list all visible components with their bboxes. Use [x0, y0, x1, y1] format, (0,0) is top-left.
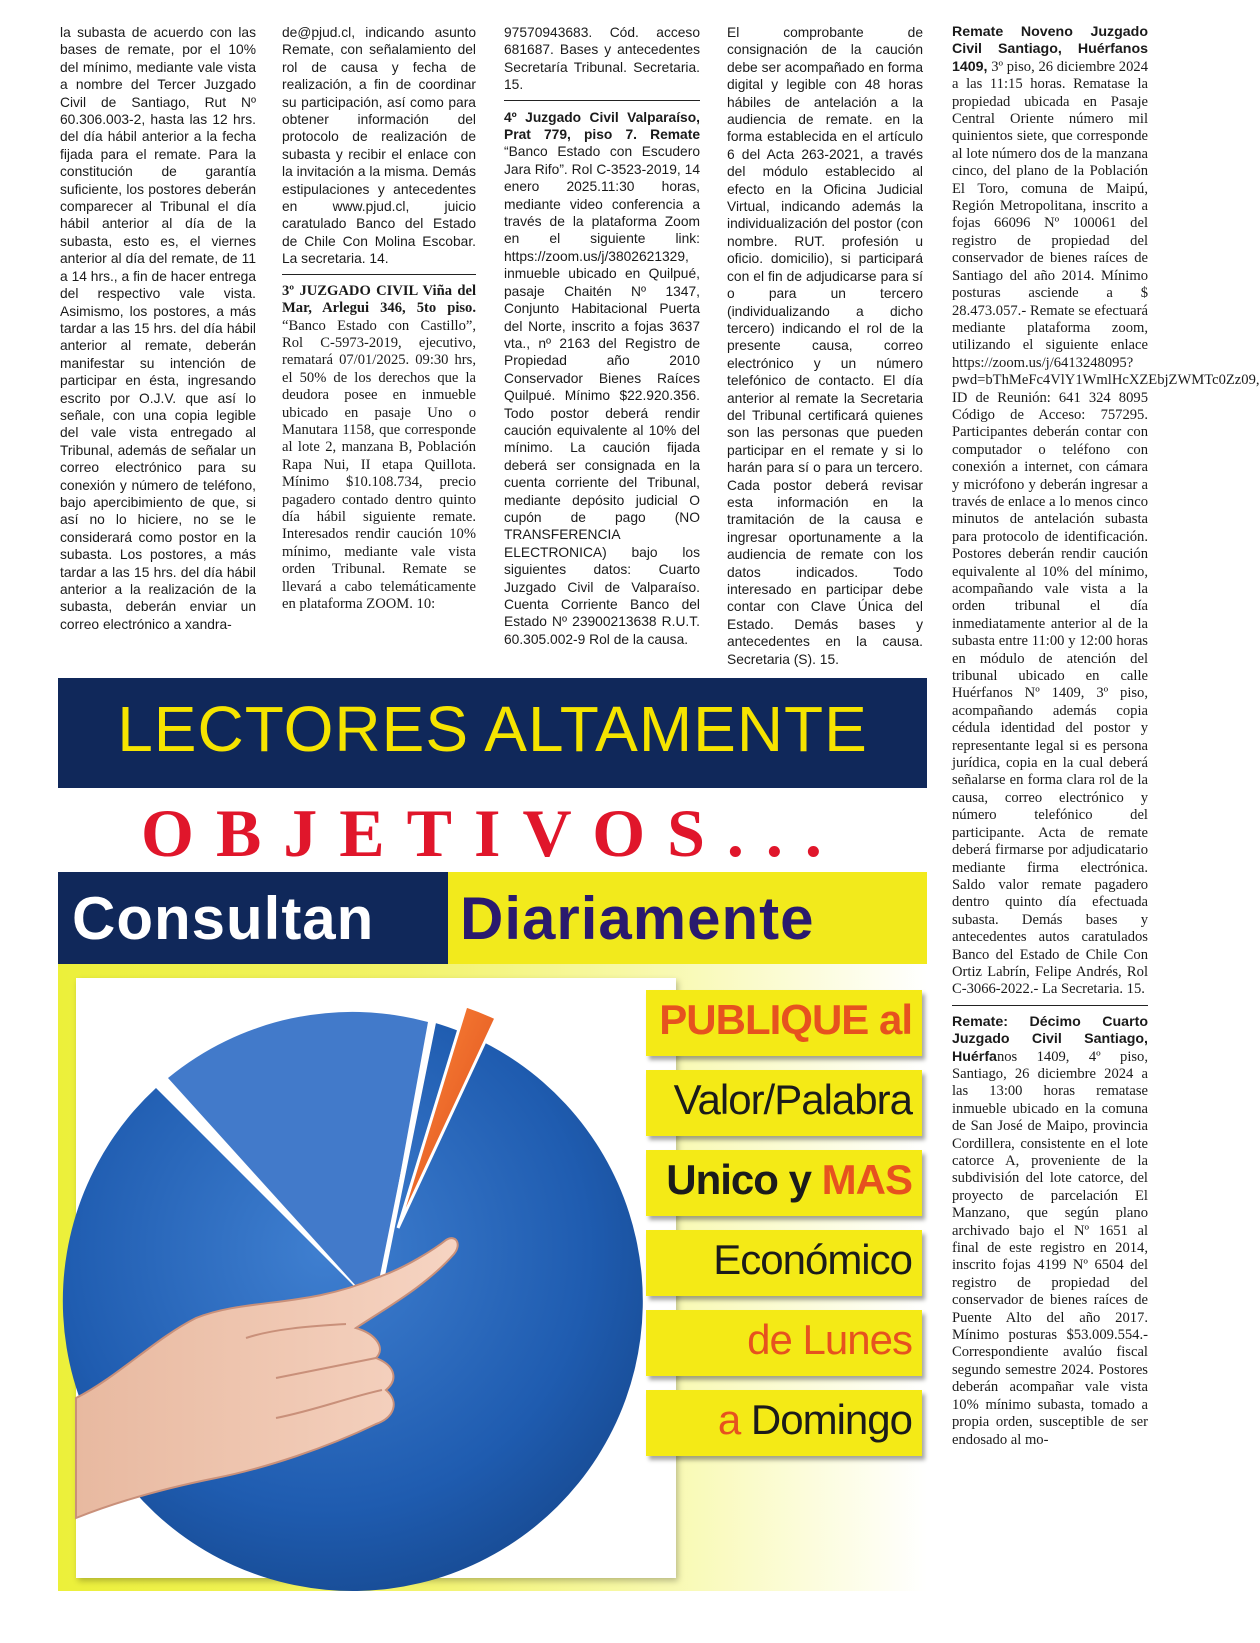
notice-heading: Remate: Décimo Cuarto Juzgado Civil Santiago, Huérfa — [952, 1013, 1148, 1065]
column-2 — [282, 24, 476, 644]
ad-box-text — [666, 1156, 912, 1204]
article-text: 97570943683. Cód. acceso 681687. Bases y antecedentes Secretaría Tribunal. Secretaria. 15. — [504, 25, 700, 93]
ad-consultan-band — [58, 872, 448, 964]
ad-box-text: Valor/Palabra — [673, 1076, 912, 1123]
ad-box-text — [718, 1396, 912, 1444]
column-4 — [727, 24, 923, 667]
ad-box-lunes — [646, 1310, 922, 1376]
ad-subheadline: OBJETIVOS... — [141, 795, 844, 871]
ad-headline-band — [58, 678, 927, 788]
article-text: El comprobante de consignación de la caución debe ser acompañado en forma digital y legible con 48 horas hábiles de antelación a la audiencia de remate. en la forma establecida en el artículo 6 del Acta 263-2021, a través del módulo establecido al efecto en la Oficina Judicial Virtual, indicando además la individualización del postor (con nombre. RUT. profesión u oficio. domicilio), si participará con el fin de adjudicarse para sí o para un tercero (individualizando a dicho tercero) indicando el rol de la presente causa, correo electrónico y un número telefónico de contacto. El día anterior al remate la Secretaria del Tribunal certificará quienes son las personas que pueden participar en el remate y si lo harán para sí o para un tercero. Cada postor deberá revisar esta información en la tramitación de la causa e ingresar oportunamente a la audiencia de remate con los datos indicados. Todo interesado en participar debe contar con Clave Única del Estado. Demás bases y antecedentes en la causa. Secretaria (S). 15. — [727, 25, 923, 667]
ad-box-text: Económico — [713, 1236, 912, 1283]
ad-box-economico — [646, 1230, 922, 1296]
ad-box-unico — [646, 1150, 922, 1216]
column-1 — [60, 24, 256, 644]
divider — [952, 1005, 1148, 1006]
article-notice — [282, 283, 476, 614]
ad-box-valor — [646, 1070, 922, 1136]
ad-diariamente-band — [448, 872, 927, 964]
notice-heading: 3º JUZGADO CIVIL Viña del Mar, Arlegui 346, 5to piso. — [282, 282, 476, 317]
ad-box-domingo-text: Domingo — [750, 1396, 912, 1443]
ad-box-domingo — [646, 1390, 922, 1456]
ad-subheadline-band — [58, 790, 927, 871]
pie-illustration — [76, 978, 676, 1578]
article-text: la subasta de acuerdo con las bases de remate, por el 10% del mínimo, mediante vale vista a nombre del Tercer Juzgado Civil de Santiago, Rut Nº 60.306.003-2, hasta las 12 hrs. del día hábil anterior a la fecha fijada para el remate. Para la constitución de garantía suficiente, los postores deberán comparecer al Tribunal el día hábil anterior al día de la subasta, esto es, el viernes anterior al día del remate, de 11 a 14 hrs., a fin de hacer entrega del respectivo vale vista. Asimismo, los postores, a más tardar a las 15 hrs. del día hábil anterior al remate, deberán manifestar su intención de participar en ésta, ingresando escrito por O.J.V. que así lo señale, con una copia legible del vale vista entregado al Tribunal, además de señalar un correo electrónico para su conexión y número de teléfono, bajo apercibimiento de que, si así no lo hiciere, no se le considerará como postor en la subasta. Los postores, a más tardar a las 15 hrs. del día hábil anterior a la realización de la subasta, deberán enviar un correo electrónico a xandra- — [60, 25, 256, 632]
notice-heading: 4º Juzgado Civil Valparaíso, Prat 779, piso 7. Remate — [504, 109, 700, 143]
notice-heading: Remate Noveno Juzgado Civil Santiago, Huérfanos 1409, — [952, 24, 1148, 75]
divider — [282, 274, 476, 275]
ad-box-unico-text: Unico y — [666, 1156, 822, 1203]
ad-box-mas-text: MAS — [821, 1156, 912, 1203]
ad-box-publique — [646, 990, 922, 1056]
ad-box-text: de Lunes — [747, 1316, 912, 1363]
pie-chart-hand-image — [76, 978, 676, 1578]
notice-body: 3º piso, 26 diciembre 2024 a las 11:15 horas. Rematase la propiedad ubicada en Pasaje Central Oriente número mil quinientos siete, que corresponde al lote número dos de la manzana cinco, del plano de la Población El Toro, comuna de Maipú, Región Metropolitana, inscrito a fojas 66096 Nº 100061 del registro de propiedad del conservador de bienes raíces de Santiago del año 2014. Mínimo posturas asciende a $ 28.473.057.- Remate se efectuará mediante plataforma zoom, utilizando el siguiente enlace https://zoom.us/j/6413248095?pwd=bThMeFc4VlY1WmlHcXZEbjZWMTc0Zz09, ID de Reunión: 641 324 8095 Código de Acceso: 757295. Participantes deberán contar con computador o teléfono con conexión a internet, con cámara y micrófono y deberán ingresar a través de enlace a lo menos cinco minutos de antelación subasta para protocolo de identificación. Postores deberán rendir caución equivalente al 10% del mínimo, acompañando vale vista a la orden tribunal el día inmediatamente anterior al de la subasta entre 11:00 y 12:00 horas en módulo de atención del tribunal ubicado en calle Huérfanos Nº 1409, 3º piso, acompañando además copia cédula identidad del postor y representante legal si es persona jurídica, copia en la cual deberá señalarse en forma clara rol de la causa, correo electrónico y número telefónico del participante. Acta de remate deberá firmarse por adjudicatario mediante firma electrónica. Saldo valor remate pagadero dentro quinto día efectuada subasta. Demás bases y antecedentes autos caratulados Banco del Estado de Chile Con Ortiz Labrín, Felipe Andrés, Rol C-3066-2022.- La Secretaria. 15. — [952, 58, 1260, 998]
column-3 — [504, 24, 700, 647]
article-notice — [952, 24, 1260, 999]
article-notice — [504, 109, 700, 649]
notice-body: nos 1409, 4º piso, Santiago, 26 diciembre 2024 a las 13:00 horas rematase inmueble ubicado en la comuna de San José de Maipo, provincia Cordillera, consistente en el lote catorce A, proveniente de la subdivisión del lote catorce, del proyecto de parcelación El Manzano, que según plano archivado bajo el Nº 1651 al final de este registro en 2014, inscrito fojas 4199 Nº 6504 del registro de propiedad del conservador de bienes raíces de Puente Alto del año 2017. Mínimo posturas $53.009.554.- Correspondiente avalúo fiscal segundo semestre 2024. Postores deberán acompañar vale vista 10% mínimo subasta, tomado a propia orden, susceptible de ser endosado al mo- — [952, 1048, 1148, 1448]
ad-box-a-text: a — [717, 1396, 751, 1443]
article-text: de@pjud.cl, indicando asunto Remate, con señalamiento del rol de causa y fecha de realización, a fin de coordinar su participación, así como para obtener información del protocolo de realización de subasta y recibir el enlace con la invitación a la misma. Demás estipulaciones y antecedentes en www.pjud.cl, juicio caratulado Banco del Estado de Chile Con Molina Escobar. La secretaria. 14. — [282, 25, 476, 267]
notice-body: “Banco Estado con Castillo”, Rol C-5973-2019, ejecutivo, rematará 07/01/2025. 09:30 hrs, el 50% de los derechos que la deudora posee en inmueble ubicado en pasaje Uno o Manutara 1158, que corresponde al lote 2, manzana B, Población Rapa Nui, II etapa Quillota. Mínimo $10.108.734, precio pagadero contado dentro quinto día hábil siguiente remate. Interesados rendir caución 10% mínimo, mediante vale vista orden Tribunal. Remate se llevará a cabo telemáticamente en plataforma ZOOM. 10: — [282, 317, 476, 612]
ad-consultan: Consultan — [72, 885, 375, 952]
ad-box-text: PUBLIQUE al — [659, 996, 912, 1043]
ad-headline: LECTORES ALTAMENTE — [117, 693, 868, 765]
ad-diariamente: Diariamente — [460, 885, 815, 952]
advertisement — [58, 678, 927, 1591]
column-5 — [952, 24, 1260, 1584]
notice-body: “Banco Estado con Escudero Jara Rifo”. Rol C-3523-2019, 14 enero 2025.11:30 horas, mediante video conferencia a través de la plataforma Zoom en el siguiente link: https://zoom.us/j/3802621329, inmueble ubicado en Quilpué, pasaje Chaitén Nº 1347, Conjunto Habitacional Puerta del Norte, inscrito a fojas 3637 vta., nº 2163 del Registro de Propiedad año 2010 Conservador Bienes Raíces Quilpué. Mínimo $22.920.356. Todo postor deberá rendir caución equivalente al 10% del mínimo. La caución fijada deberá ser consignada en la cuenta corriente del Tribunal, mediante depósito judicial O cupón de pago (NO TRANSFERENCIA ELECTRONICA) bajo los siguientes datos: Cuarto Juzgado Civil de Valparaíso. Cuenta Corriente Banco del Estado Nº 23900213638 R.U.T. 60.305.002-9 Rol de la causa. — [504, 144, 700, 647]
divider — [504, 100, 700, 101]
article-notice — [952, 1014, 1148, 1449]
